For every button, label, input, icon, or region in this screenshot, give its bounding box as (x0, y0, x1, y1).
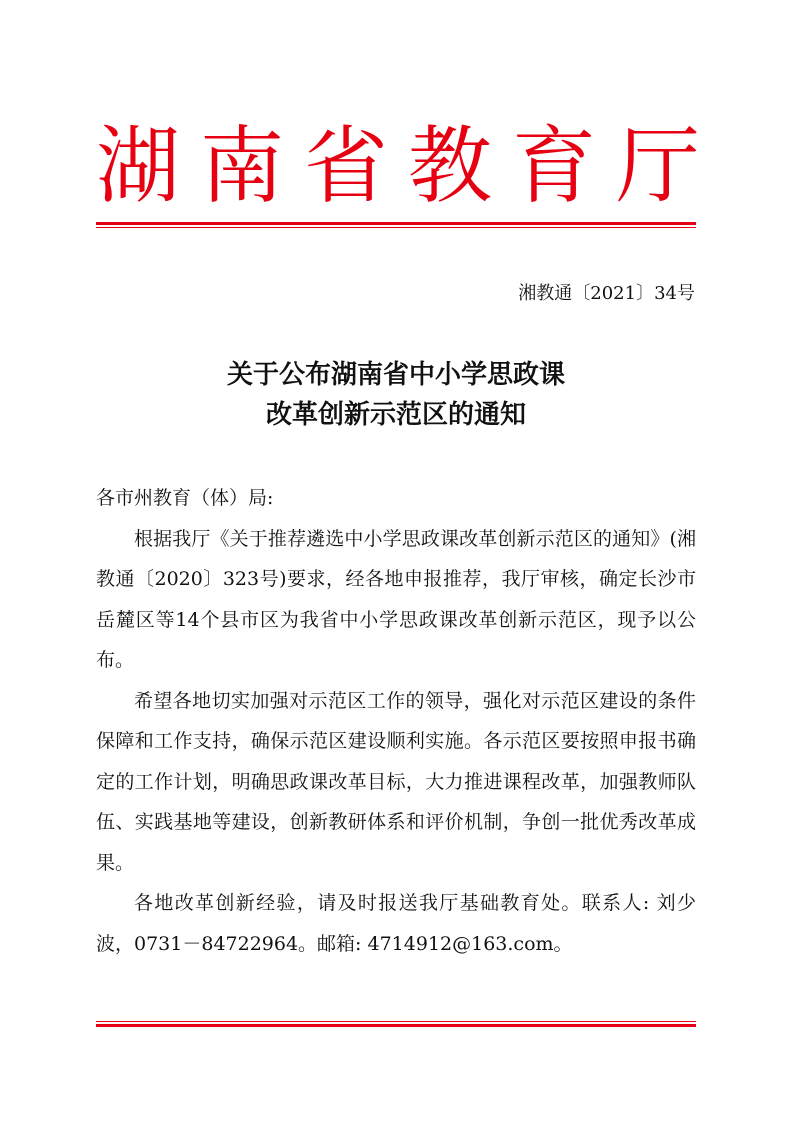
divider-thin-line (96, 227, 696, 228)
paragraph-3: 各地改革创新经验，请及时报送我厅基础教育处。联系人: 刘少波，0731－84722964。邮箱: 4714912@163.com。 (96, 892, 696, 955)
document-title (96, 355, 696, 435)
masthead-divider (96, 222, 696, 228)
divider-thick-line (96, 222, 696, 225)
document-body (96, 478, 696, 964)
footer-thick-line (96, 1024, 696, 1027)
title-line-2: 改革创新示范区的通知 (265, 400, 526, 430)
title-line-1: 关于公布湖南省中小学思政课 (226, 360, 565, 390)
paragraph-1: 根据我厅《关于推荐遴选中小学思政课改革创新示范区的通知》(湘教通〔2020〕323号)要求，经各地申报推荐，我厅审核，确定长沙市岳麓区等14个县市区为我省中小学思政课改革创新示范区，现予以公布。 (96, 527, 696, 671)
paragraph-2: 希望各地切实加强对示范区工作的领导，强化对示范区建设的条件保障和工作支持，确保示范区建设顺利实施。各示范区要按照申报书确定的工作计划，明确思政课改革目标，大力推进课程改革，加强教师队伍、实践基地等建设，创新教研体系和评价机制，争创一批优秀改革成果。 (96, 689, 696, 874)
footer-divider (96, 1021, 696, 1027)
salutation: 各市州教育（体）局: (96, 487, 274, 509)
footer-thin-line (96, 1021, 696, 1022)
document-number: 湘教通〔2021〕34号 (518, 283, 695, 304)
issuer-masthead: 湖南省教育厅 (96, 117, 721, 215)
